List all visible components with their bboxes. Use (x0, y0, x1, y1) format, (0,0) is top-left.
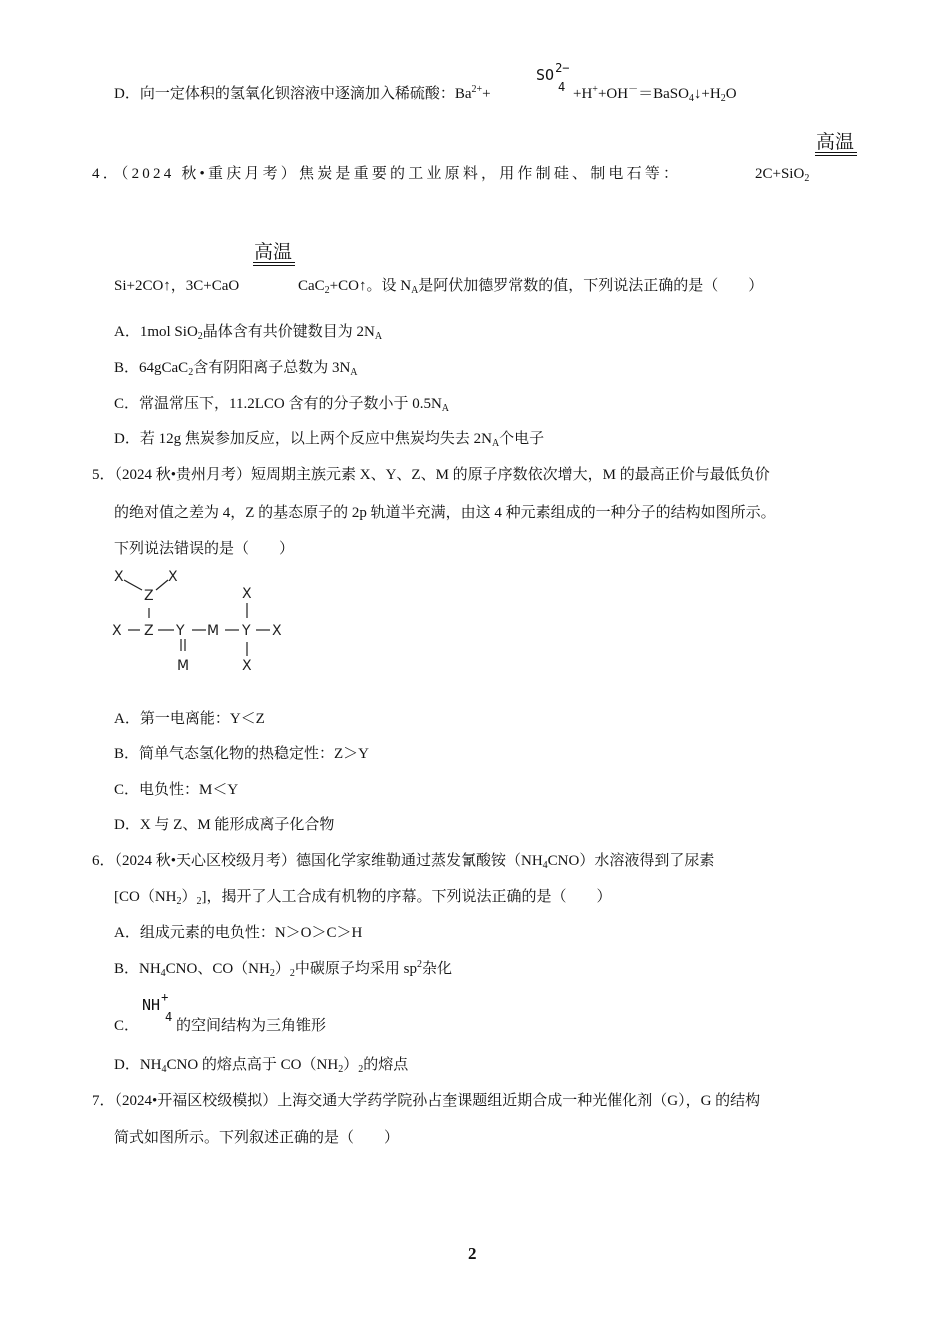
stem-text: [CO（NH (114, 889, 177, 905)
q4-stem-line2-right (298, 276, 763, 296)
page-number: 2 (468, 1244, 477, 1263)
q4-option-b (114, 358, 358, 378)
q5-molecule-structure (104, 560, 304, 680)
subscript: 4 (161, 1064, 167, 1075)
atom-m: M (207, 623, 220, 639)
atom-m: M (177, 658, 190, 674)
q6-option-c-label: C． (114, 1018, 140, 1034)
baso4-subscript: 4 (688, 93, 694, 104)
q4-stem-line1 (92, 164, 681, 184)
eq-part: +CO↑。设 N (329, 278, 412, 294)
subscript: 2 (269, 968, 275, 979)
q4-number: 4． (92, 166, 121, 182)
q6-option-d (114, 1055, 408, 1075)
q4-option-d (114, 429, 544, 449)
q5-stem-line2: 的绝对值之差为 4，Z 的基态原子的 2p 轨道半充满，由这 4 种元素组成的一种分子的结构如图所示。 (114, 505, 776, 521)
sulfate-ion-formula (536, 61, 570, 94)
q6-option-a: A．组成元素的电负性：N＞O＞C＞H (114, 925, 363, 941)
option-text: 常温常压下，11.2LCO 含有的分子数小于 0.5N (139, 396, 442, 412)
option-label: A． (114, 324, 140, 340)
q6-stem-line2 (114, 887, 612, 907)
condition-underline (253, 262, 295, 263)
condition-underline (815, 155, 857, 156)
cac2-subscript: 2 (324, 285, 330, 296)
eq-part: 2C+SiO (755, 166, 805, 182)
option-text: B．NH (114, 961, 161, 977)
q3-option-d (114, 84, 491, 104)
q4-option-c (114, 394, 449, 414)
reaction-condition-high-temp: 高温 (816, 131, 855, 153)
h2o-subscript: 2 (720, 93, 726, 104)
subscript: 2 (196, 896, 202, 907)
q4-stem-text: 焦炭是重要的工业原料，用作制硅、制电石等： (299, 166, 682, 182)
option-text: 杂化 (421, 961, 452, 977)
subscript: 4 (542, 860, 548, 871)
option-text: 的熔点 (363, 1057, 409, 1073)
option-text: 中碳原子均采用 sp (294, 961, 417, 977)
option-text: ） (343, 1057, 359, 1073)
option-label: B． (114, 360, 140, 376)
superscript: 2 (416, 959, 422, 970)
stem-text: CNO）水溶液得到了尿素 (547, 853, 715, 869)
atom-x: X (112, 623, 122, 639)
condition-underline (815, 152, 857, 153)
q3-option-d-equation-tail (573, 84, 737, 104)
eq-part: Si+2CO↑，3C+CaO (114, 278, 240, 294)
option-text: CNO、CO（NH (165, 961, 270, 977)
subscript: 2 (176, 896, 182, 907)
option-label: D． (114, 431, 140, 447)
q7-stem-line1: 7．（2024•开福区校级模拟）上海交通大学药学院孙占奎课题组近期合成一种光催化剂（G），G 的结构 (92, 1093, 761, 1109)
option-text: 个电子 (499, 431, 545, 447)
option-text: 1mol SiO (139, 324, 198, 340)
condition-underline (253, 265, 295, 266)
option-text: 若 12g 焦炭参加反应，以上两个反应中焦炭均失去 2N (139, 431, 492, 447)
atom-x: X (242, 658, 252, 674)
option-label: C． (114, 396, 140, 412)
atom-x: X (242, 586, 252, 602)
q4-question: 是阿伏加德罗常数的值，下列说法正确的是（ ） (418, 278, 764, 294)
atom-x: X (272, 623, 282, 639)
sio2-subscript: 2 (804, 173, 810, 184)
eq-part: O (725, 86, 737, 102)
subscript: A (374, 331, 383, 342)
stem-text: ]，揭开了人工合成有机物的序幕。下列说法正确的是（ ） (201, 889, 612, 905)
subscript: 2 (289, 968, 295, 979)
option-text: 64gCaC (139, 360, 189, 376)
q6-option-b (114, 959, 452, 979)
option-text: CNO 的熔点高于 CO（NH (166, 1057, 339, 1073)
nh-symbol: NH (142, 996, 161, 1014)
subscript: 2 (338, 1064, 344, 1075)
subscript: 2 (188, 367, 194, 378)
plus-sign: + (482, 86, 491, 102)
q5-option-c: C．电负性：M＜Y (114, 782, 239, 798)
q4-source: （2024 秋•重庆月考） (120, 166, 300, 182)
stem-text: ） (181, 889, 197, 905)
eq-part: +OH (597, 86, 629, 102)
q5-option-b: B．简单气态氢化物的热稳定性：Z＞Y (114, 746, 370, 762)
stem-text: 6．（2024 秋•天心区校级月考）德国化学家维勒通过蒸发氰酸铵（NH (92, 853, 543, 869)
na-subscript: A (411, 285, 419, 296)
atom-z: Z (144, 623, 154, 639)
atom-y: Y (242, 623, 251, 639)
subscript: 4 (160, 968, 166, 979)
oh-charge: － (628, 84, 639, 95)
q4-equation-part1 (755, 164, 809, 184)
eq-part: ↓+H (693, 86, 721, 102)
so4-subscript: 4 (558, 80, 566, 94)
q5-option-d: D．X 与 Z、M 能形成离子化合物 (114, 817, 335, 833)
subscript: 2 (197, 331, 203, 342)
q4-stem-line2-left (114, 276, 239, 296)
eq-part: +H (573, 86, 593, 102)
subscript: A (350, 367, 358, 378)
atom-z: Z (144, 588, 154, 604)
atom-y: Y (176, 623, 185, 639)
subscript: 2 (358, 1064, 364, 1075)
reaction-condition-high-temp-2: 高温 (254, 241, 293, 263)
so-symbol: SO (536, 66, 555, 84)
subscript: A (441, 403, 450, 414)
q4-option-a (114, 322, 382, 342)
q3-option-d-text: 向一定体积的氢氧化钡溶液中逐滴加入稀硫酸：Ba (139, 86, 472, 102)
ba-charge: 2+ (471, 84, 483, 95)
q5-option-a: A．第一电离能：Y＜Z (114, 711, 265, 727)
q5-stem-line1: 5．（2024 秋•贵州月考）短周期主族元素 X、Y、Z、M 的原子序数依次增大，M 的最高正价与最低负价 (92, 467, 770, 483)
option-text: 晶体含有共价键数目为 2N (202, 324, 375, 340)
q7-stem-line2: 简式如图所示。下列叙述正确的是（ ） (114, 1130, 400, 1146)
option-text: ） (274, 961, 290, 977)
atom-x: X (168, 569, 178, 585)
q6-option-c-text: 的空间结构为三角锥形 (176, 1018, 327, 1034)
so4-charge: 2− (555, 61, 570, 75)
q3-option-d-label: D． (114, 86, 140, 102)
q6-stem-line1 (92, 851, 714, 871)
eq-part: ＝BaSO (638, 86, 689, 102)
eq-part: CaC (298, 278, 325, 294)
option-text: 含有阴阳离子总数为 3N (193, 360, 351, 376)
nh4-subscript: 4 (165, 1010, 173, 1024)
q5-stem-line3: 下列说法错误的是（ ） (114, 541, 295, 557)
option-text: D．NH (114, 1057, 162, 1073)
nh4-charge: + (161, 990, 169, 1004)
ammonium-ion-formula (142, 990, 173, 1024)
atom-x: X (114, 569, 124, 585)
subscript: A (491, 438, 500, 449)
h-charge: + (592, 84, 598, 95)
